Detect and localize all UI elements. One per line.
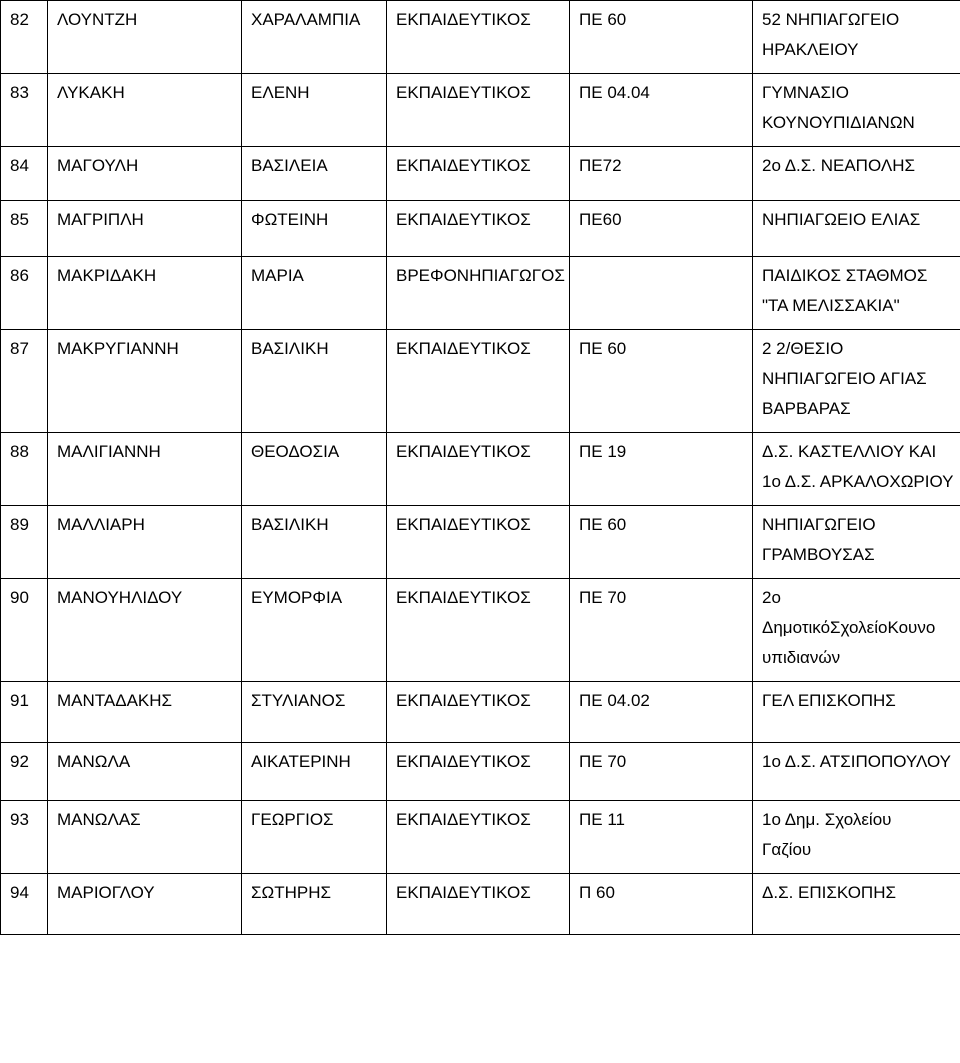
specialty-cell: ΠΕ72 [570,147,753,201]
row-number: 90 [1,579,48,682]
role-cell: ΕΚΠΑΙΔΕΥΤΙΚΟΣ [387,1,570,74]
role-cell: ΕΚΠΑΙΔΕΥΤΙΚΟΣ [387,74,570,147]
first-name-cell: ΧΑΡΑΛΑΜΠΙΑ [242,1,387,74]
school-cell: ΓΕΛ ΕΠΙΣΚΟΠΗΣ [753,682,960,743]
first-name-cell: ΜΑΡΙΑ [242,257,387,330]
specialty-cell: ΠΕ 70 [570,579,753,682]
first-name-cell: ΒΑΣΙΛΙΚΗ [242,330,387,433]
school-cell: ΠΑΙΔΙΚΟΣ ΣΤΑΘΜΟΣ "ΤΑ ΜΕΛΙΣΣΑΚΙΑ" [753,257,960,330]
specialty-cell: ΠΕ 60 [570,506,753,579]
role-cell: ΕΚΠΑΙΔΕΥΤΙΚΟΣ [387,147,570,201]
surname-cell: ΜΑΝΩΛΑ [48,743,242,801]
table-row [1,506,960,579]
role-cell: ΕΚΠΑΙΔΕΥΤΙΚΟΣ [387,579,570,682]
surname-cell: ΛΥΚΑΚΗ [48,74,242,147]
specialty-cell: ΠΕ 70 [570,743,753,801]
table-row [1,330,960,433]
surname-cell: ΜΑΚΡΙΔΑΚΗ [48,257,242,330]
first-name-cell: ΕΥΜΟΡΦΙΑ [242,579,387,682]
role-cell: ΕΚΠΑΙΔΕΥΤΙΚΟΣ [387,743,570,801]
row-number: 92 [1,743,48,801]
role-cell: ΕΚΠΑΙΔΕΥΤΙΚΟΣ [387,682,570,743]
table-row [1,682,960,743]
school-cell: ΝΗΠΙΑΓΩΓΕΙΟ ΓΡΑΜΒΟΥΣΑΣ [753,506,960,579]
school-cell: 2ο ΔημοτικόΣχολείοΚουνο υπιδιανών [753,579,960,682]
school-cell: 1ο Δημ. Σχολείου Γαζίου [753,801,960,874]
role-cell: ΕΚΠΑΙΔΕΥΤΙΚΟΣ [387,201,570,257]
first-name-cell: ΒΑΣΙΛΙΚΗ [242,506,387,579]
specialty-cell: ΠΕ 60 [570,330,753,433]
specialty-cell: Π 60 [570,874,753,935]
surname-cell: ΜΑΚΡΥΓΙΑΝΝΗ [48,330,242,433]
row-number: 83 [1,74,48,147]
row-number: 94 [1,874,48,935]
role-cell: ΕΚΠΑΙΔΕΥΤΙΚΟΣ [387,433,570,506]
row-number: 87 [1,330,48,433]
row-number: 93 [1,801,48,874]
specialty-cell: ΠΕ60 [570,201,753,257]
row-number: 86 [1,257,48,330]
surname-cell: ΜΑΝΤΑΔΑΚΗΣ [48,682,242,743]
surname-cell: ΜΑΝΩΛΑΣ [48,801,242,874]
row-number: 88 [1,433,48,506]
row-number: 85 [1,201,48,257]
first-name-cell: ΣΤΥΛΙΑΝΟΣ [242,682,387,743]
role-cell: ΕΚΠΑΙΔΕΥΤΙΚΟΣ [387,330,570,433]
surname-cell: ΜΑΓΟΥΛΗ [48,147,242,201]
school-cell: ΝΗΠΙΑΓΩΕΙΟ ΕΛΙΑΣ [753,201,960,257]
school-cell: 52 ΝΗΠΙΑΓΩΓΕΙΟ ΗΡΑΚΛΕΙΟΥ [753,1,960,74]
table-row [1,1,960,74]
school-cell: Δ.Σ. ΕΠΙΣΚΟΠΗΣ [753,874,960,935]
table-row [1,801,960,874]
surname-cell: ΜΑΛΛΙΑΡΗ [48,506,242,579]
row-number: 82 [1,1,48,74]
row-number: 89 [1,506,48,579]
table-row [1,201,960,257]
surname-cell: ΜΑΓΡΙΠΛΗ [48,201,242,257]
first-name-cell: ΦΩΤΕΙΝΗ [242,201,387,257]
first-name-cell: ΓΕΩΡΓΙΟΣ [242,801,387,874]
specialty-cell: ΠΕ 04.04 [570,74,753,147]
school-cell: 1ο Δ.Σ. ΑΤΣΙΠΟΠΟΥΛΟΥ [753,743,960,801]
surname-cell: ΜΑΡΙΟΓΛΟΥ [48,874,242,935]
row-number: 84 [1,147,48,201]
table-row [1,874,960,935]
first-name-cell: ΘΕΟΔΟΣΙΑ [242,433,387,506]
role-cell: ΕΚΠΑΙΔΕΥΤΙΚΟΣ [387,506,570,579]
table-row [1,257,960,330]
specialty-cell: ΠΕ 04.02 [570,682,753,743]
surname-cell: ΛΟΥΝΤΖΗ [48,1,242,74]
row-number: 91 [1,682,48,743]
school-cell: 2ο Δ.Σ. ΝΕΑΠΟΛΗΣ [753,147,960,201]
role-cell: ΕΚΠΑΙΔΕΥΤΙΚΟΣ [387,874,570,935]
school-cell: 2 2/ΘΕΣΙΟ ΝΗΠΙΑΓΩΓΕΙΟ ΑΓΙΑΣ ΒΑΡΒΑΡΑΣ [753,330,960,433]
specialty-cell: ΠΕ 60 [570,1,753,74]
specialty-cell: ΠΕ 11 [570,801,753,874]
table-row [1,74,960,147]
role-cell: ΕΚΠΑΙΔΕΥΤΙΚΟΣ [387,801,570,874]
school-cell: ΓΥΜΝΑΣΙΟ ΚΟΥΝΟΥΠΙΔΙΑΝΩΝ [753,74,960,147]
table-row [1,147,960,201]
specialty-cell [570,257,753,330]
first-name-cell: ΑΙΚΑΤΕΡΙΝΗ [242,743,387,801]
role-cell: ΒΡΕΦΟΝΗΠΙΑΓΩΓΟΣ [387,257,570,330]
surname-cell: ΜΑΝΟΥΗΛΙΔΟΥ [48,579,242,682]
first-name-cell: ΒΑΣΙΛΕΙΑ [242,147,387,201]
table-row [1,743,960,801]
table-row [1,433,960,506]
specialty-cell: ΠΕ 19 [570,433,753,506]
school-cell: Δ.Σ. ΚΑΣΤΕΛΛΙΟΥ ΚΑΙ 1ο Δ.Σ. ΑΡΚΑΛΟΧΩΡΙΟΥ [753,433,960,506]
first-name-cell: ΣΩΤΗΡΗΣ [242,874,387,935]
surname-cell: ΜΑΛΙΓΙΑΝΝΗ [48,433,242,506]
table-row [1,579,960,682]
first-name-cell: ΕΛΕΝΗ [242,74,387,147]
